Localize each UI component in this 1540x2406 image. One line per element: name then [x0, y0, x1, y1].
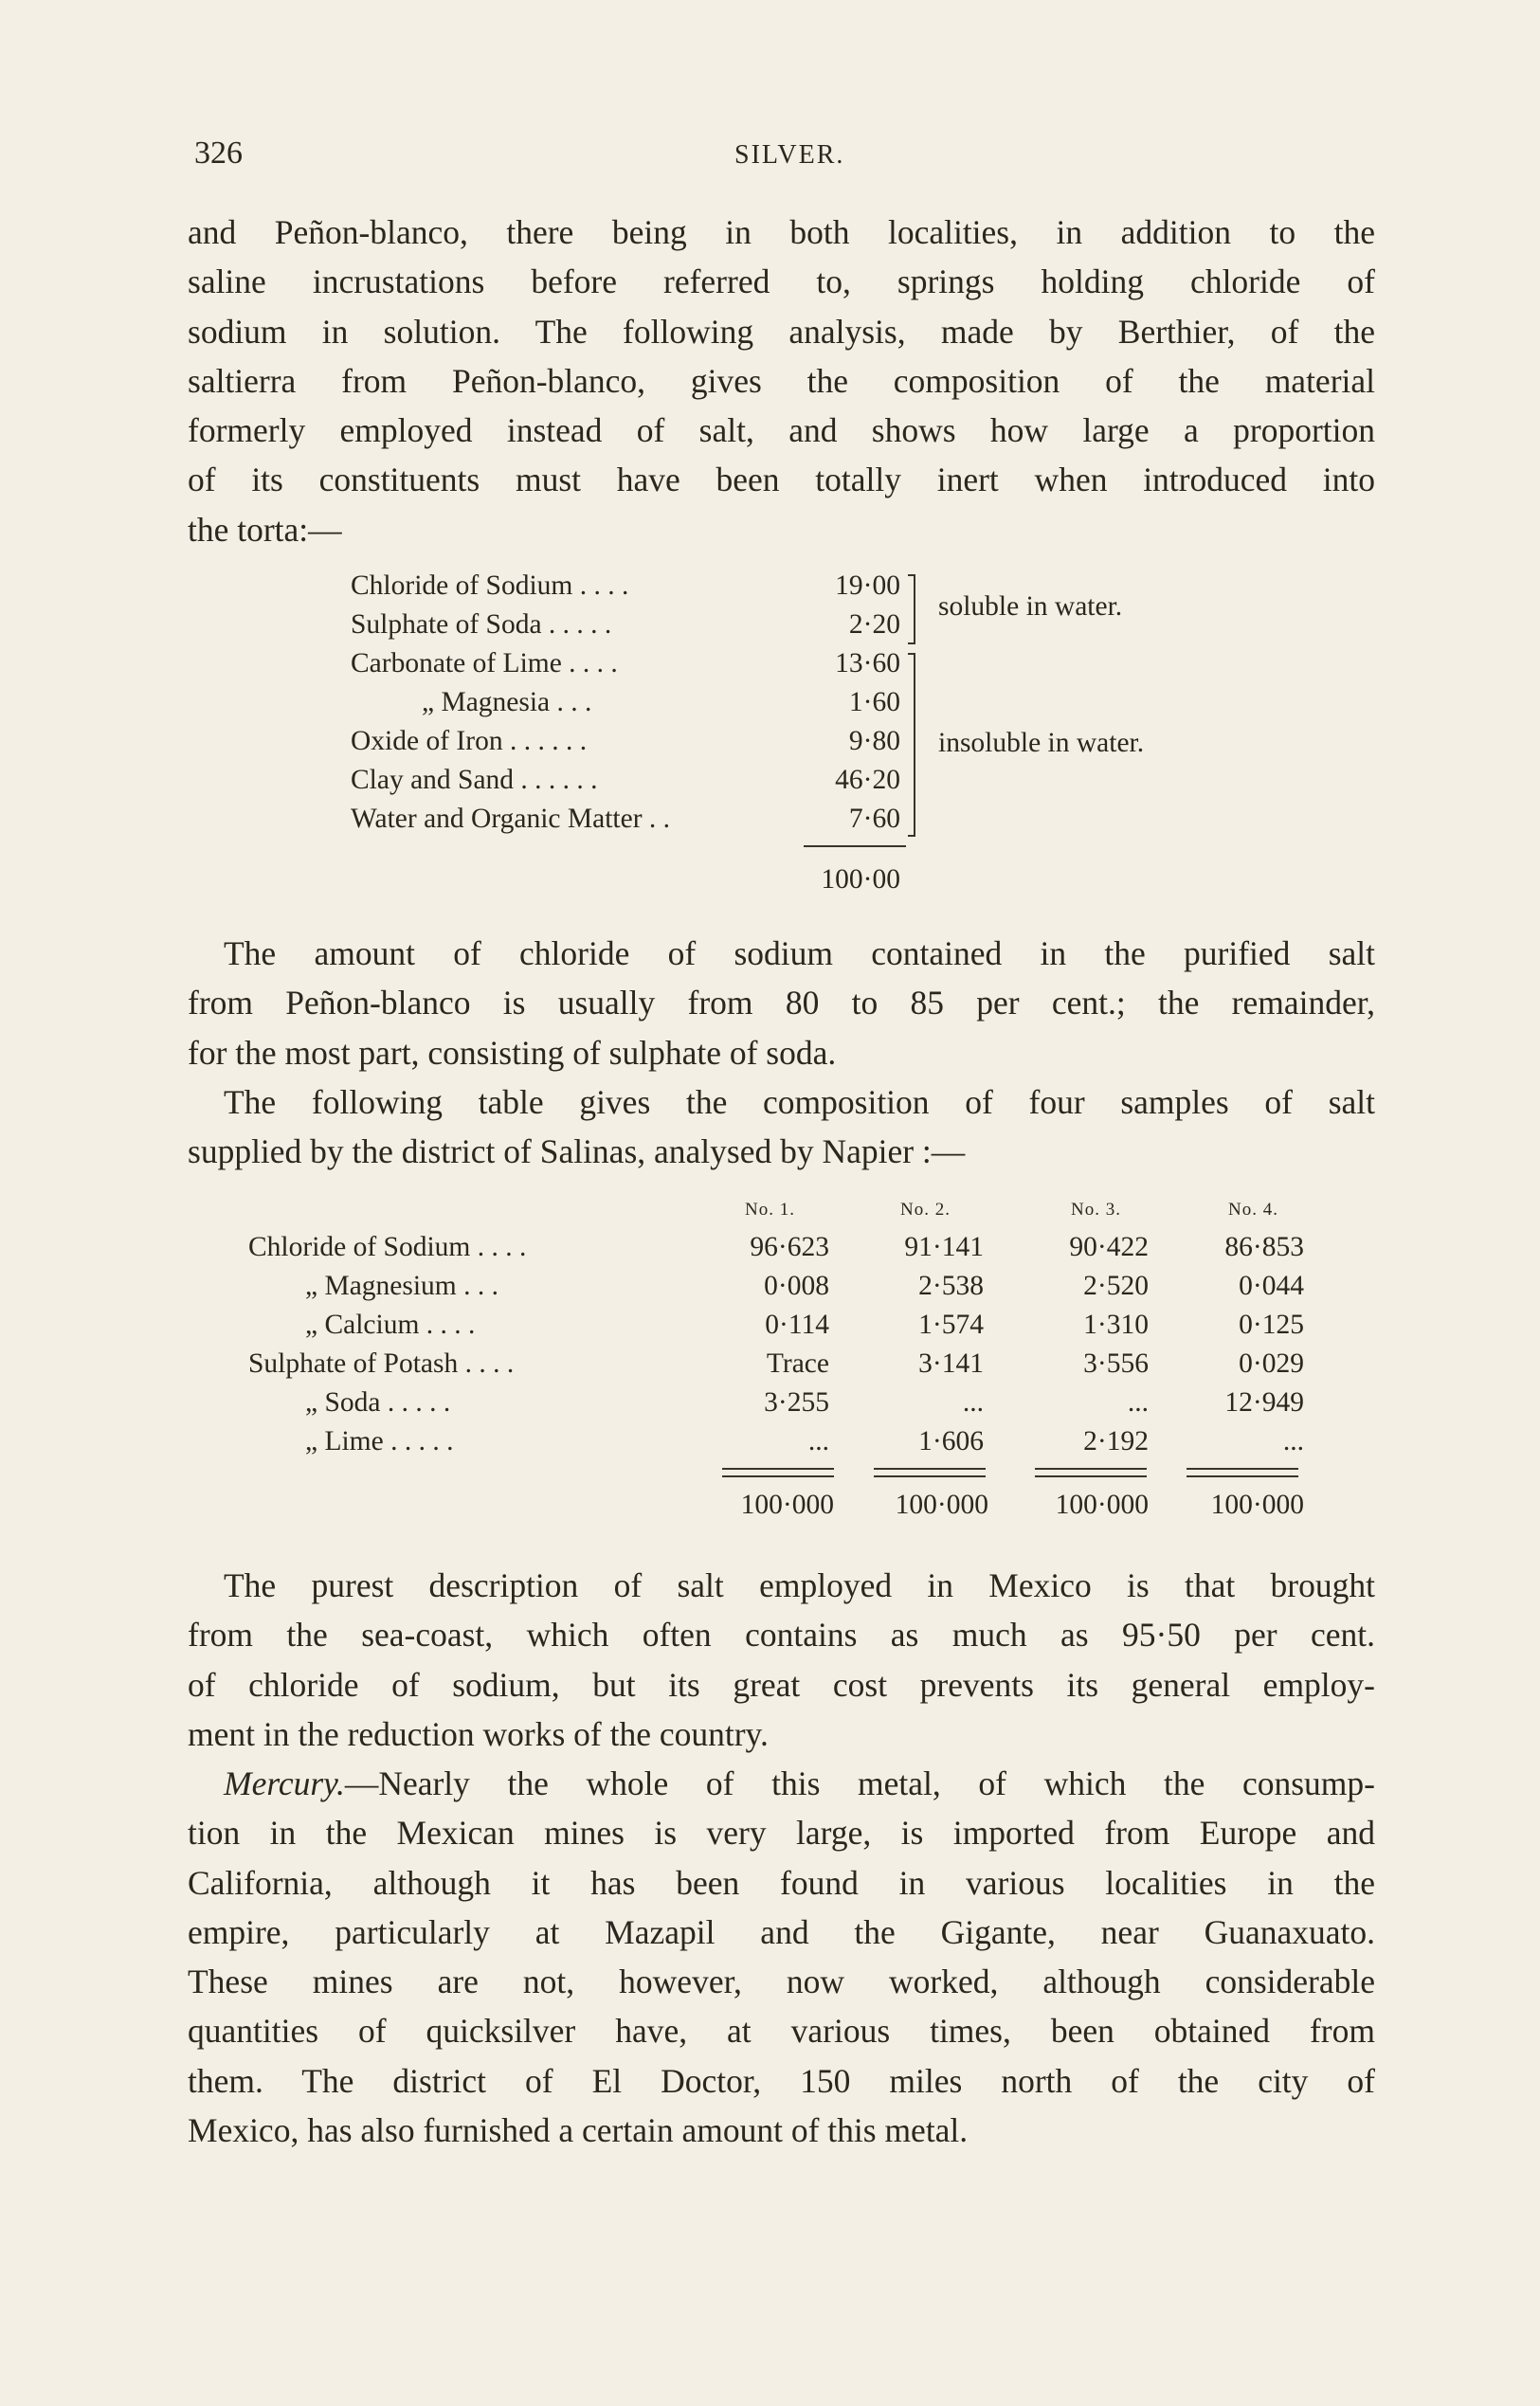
text-line: formerly employed instead of salt, and shows how large a proportion — [188, 411, 1375, 450]
row-label: Sulphate of Soda . . . . . — [351, 609, 612, 640]
row-label: Clay and Sand . . . . . . — [351, 765, 598, 795]
cell-value: 3·141 — [918, 1348, 984, 1379]
insoluble-brace — [908, 653, 915, 837]
cell-value: ... — [1282, 1426, 1304, 1456]
column-header: No. 3. — [1071, 1200, 1121, 1220]
running-title: SILVER. — [734, 140, 845, 170]
text-line: of chloride of sodium, but its great cost prevents its general employ- — [188, 1665, 1375, 1704]
text-line: tion in the Mexican mines is very large, is imported from Europe and — [188, 1814, 1375, 1853]
text-line: supplied by the district of Salinas, analysed by Napier :— — [188, 1132, 966, 1171]
table-row — [351, 648, 787, 686]
cell-value: ... — [1127, 1387, 1149, 1418]
text-line: them. The district of El Doctor, 150 miles north of the city of — [188, 2061, 1375, 2100]
section-heading: Mercury. — [224, 1764, 345, 1802]
cell-value: ... — [807, 1426, 829, 1456]
cell-value: 12·949 — [1224, 1387, 1304, 1418]
row-label: Chloride of Sodium . . . . — [248, 1232, 527, 1262]
soluble-brace — [908, 574, 915, 644]
text-line: saltierra from Peñon-blanco, gives the composition of the material — [188, 361, 1375, 400]
cell-value: 2·538 — [918, 1271, 984, 1301]
cell-value: 1·606 — [918, 1426, 984, 1456]
text-line: from the sea-coast, which often contains as much as 95·50 per cent. — [188, 1616, 1375, 1655]
table-row — [351, 804, 787, 841]
total-rule — [1035, 1468, 1147, 1470]
text-line: These mines are not, however, now worked, although considerable — [188, 1963, 1375, 2001]
paragraph-2 — [188, 929, 1375, 1077]
text-line: ment in the reduction works of the country. — [188, 1714, 769, 1753]
paragraph-1 — [188, 208, 1375, 554]
cell-value: Trace — [766, 1348, 829, 1379]
total-rule — [722, 1468, 834, 1470]
soluble-note: soluble in water. — [938, 591, 1123, 622]
cell-value: 2·192 — [1083, 1426, 1149, 1456]
text-fragment: —Nearly the whole of this metal, of which the consump- — [344, 1764, 1375, 1802]
row-value: 13·60 — [835, 648, 900, 678]
total-rule — [1187, 1468, 1298, 1470]
page-number: 326 — [194, 136, 243, 171]
cell-value: ... — [962, 1387, 984, 1418]
text-line: the torta:— — [188, 510, 342, 549]
total-rule — [1187, 1475, 1298, 1477]
table-row — [351, 609, 787, 647]
column-header: No. 2. — [900, 1200, 951, 1220]
cell-value: 0·029 — [1239, 1348, 1304, 1379]
total-rule — [804, 845, 906, 847]
cell-value: 3·556 — [1083, 1348, 1149, 1379]
text-line: from Peñon-blanco is usually from 80 to 85 per cent.; the remainder, — [188, 984, 1375, 1022]
paragraph-4 — [188, 1561, 1375, 1759]
table-row — [351, 570, 787, 608]
text-line: sodium in solution. The following analysis, made by Berthier, of the — [188, 312, 1375, 351]
row-value: 7·60 — [848, 804, 900, 834]
text-line: quantities of quicksilver have, at various times, been obtained from — [188, 2012, 1375, 2051]
text-line — [188, 1759, 1375, 1808]
row-value: 1·60 — [848, 687, 900, 717]
cell-value: 1·574 — [918, 1310, 984, 1340]
text-line: California, although it has been found in various localities in the — [188, 1863, 1375, 1902]
row-label: „ Magnesium . . . — [305, 1271, 499, 1301]
column-total: 100·000 — [1210, 1490, 1304, 1520]
row-label: Sulphate of Potash . . . . — [248, 1348, 515, 1379]
table-row — [351, 765, 787, 803]
text-line: saline incrustations before referred to, springs holding chloride of — [188, 262, 1375, 301]
total-rule — [1035, 1475, 1147, 1477]
total-rule — [874, 1468, 986, 1470]
cell-value: 0·008 — [764, 1271, 829, 1301]
text-line: empire, particularly at Mazapil and the Gigante, near Guanaxuato. — [188, 1912, 1375, 1951]
insoluble-note: insoluble in water. — [938, 728, 1145, 758]
cell-value: 0·044 — [1239, 1271, 1304, 1301]
column-header: No. 1. — [745, 1200, 795, 1220]
text-line: The purest description of salt employed in Mexico is that brought — [224, 1566, 1375, 1604]
total-rule — [874, 1475, 986, 1477]
column-total: 100·000 — [740, 1490, 834, 1520]
text-line: of its constituents must have been totally inert when introduced into — [188, 461, 1375, 499]
column-total: 100·000 — [1055, 1490, 1149, 1520]
cell-value: 96·623 — [750, 1232, 829, 1262]
cell-value: 0·125 — [1239, 1310, 1304, 1340]
row-value: 19·00 — [835, 570, 900, 601]
cell-value: 90·422 — [1069, 1232, 1149, 1262]
paragraph-3 — [188, 1077, 1375, 1177]
paragraph-5 — [188, 1759, 1375, 2155]
row-value: 2·20 — [848, 609, 900, 640]
total-rule — [722, 1475, 834, 1477]
row-label: „ Soda . . . . . — [305, 1387, 451, 1418]
cell-value: 3·255 — [764, 1387, 829, 1418]
cell-value: 91·141 — [904, 1232, 984, 1262]
text-line: The following table gives the composition of four samples of salt — [224, 1083, 1375, 1121]
row-label: Chloride of Sodium . . . . — [351, 570, 629, 601]
text-line: and Peñon-blanco, there being in both localities, in addition to the — [188, 213, 1375, 251]
cell-value: 0·114 — [765, 1310, 829, 1340]
row-label: Water and Organic Matter . . — [351, 804, 671, 834]
table-row — [351, 687, 787, 725]
row-value: 46·20 — [835, 765, 900, 795]
column-total: 100·000 — [895, 1490, 988, 1520]
table-row — [351, 726, 787, 764]
row-label: „ Calcium . . . . — [305, 1310, 476, 1340]
row-label: Oxide of Iron . . . . . . — [351, 726, 588, 756]
row-label: „ Magnesia . . . — [422, 687, 592, 717]
text-line: Mexico, has also furnished a certain amount of this metal. — [188, 2111, 969, 2150]
row-label: Carbonate of Lime . . . . — [351, 648, 618, 678]
cell-value: 2·520 — [1083, 1271, 1149, 1301]
text-line: for the most part, consisting of sulphate of soda. — [188, 1033, 837, 1072]
row-label: „ Lime . . . . . — [305, 1426, 454, 1456]
cell-value: 1·310 — [1083, 1310, 1149, 1340]
table-total: 100·00 — [821, 864, 900, 895]
row-value: 9·80 — [848, 726, 900, 756]
column-header: No. 4. — [1228, 1200, 1278, 1220]
text-line: The amount of chloride of sodium contained in the purified salt — [224, 934, 1375, 972]
cell-value: 86·853 — [1224, 1232, 1304, 1262]
